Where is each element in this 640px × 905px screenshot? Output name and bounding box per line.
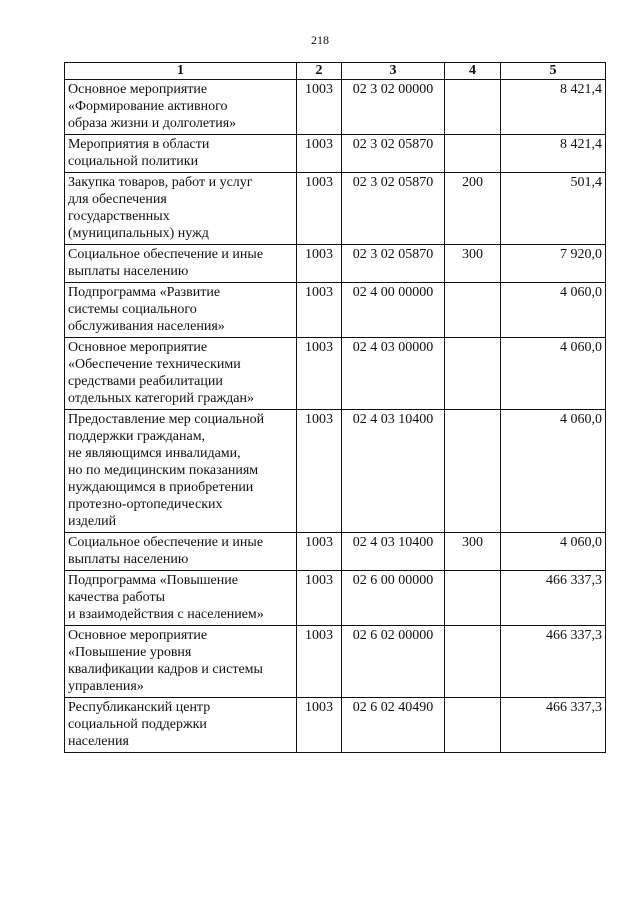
row-amount-cell: 4 060,0 [501, 533, 606, 571]
row-code-cell: 02 4 03 10400 [342, 533, 445, 571]
row-section-cell: 1003 [297, 80, 342, 135]
row-code-cell: 02 6 02 00000 [342, 626, 445, 698]
row-type-cell [445, 571, 501, 626]
table-row [65, 80, 606, 135]
row-code-cell: 02 4 03 00000 [342, 338, 445, 410]
row-name-cell: Основное мероприятие «Формирование активного образа жизни и долголетия» [65, 80, 297, 135]
row-type-cell [445, 338, 501, 410]
table-row [65, 626, 606, 698]
row-code-cell: 02 3 02 05870 [342, 173, 445, 245]
row-name-cell: Предоставление мер социальной поддержки гражданам, не являющимся инвалидами, но по медицинским показаниям нуждающимся в приобретении протезно-ортопедических изделий [65, 410, 297, 533]
table-row [65, 698, 606, 753]
row-name-cell: Подпрограмма «Повышение качества работы и взаимодействия с населением» [65, 571, 297, 626]
row-name-cell: Социальное обеспечение и иные выплаты населению [65, 533, 297, 571]
row-type-cell [445, 698, 501, 753]
row-amount-cell: 466 337,3 [501, 626, 606, 698]
row-section-cell: 1003 [297, 571, 342, 626]
row-amount-cell: 8 421,4 [501, 135, 606, 173]
row-section-cell: 1003 [297, 283, 342, 338]
row-type-cell: 300 [445, 533, 501, 571]
row-name-cell: Республиканский центр социальной поддержки населения [65, 698, 297, 753]
row-name-cell: Основное мероприятие «Обеспечение техническими средствами реабилитации отдельных категорий граждан» [65, 338, 297, 410]
row-name-cell: Мероприятия в области социальной политики [65, 135, 297, 173]
table-header-row [65, 63, 606, 80]
row-section-cell: 1003 [297, 698, 342, 753]
row-section-cell: 1003 [297, 533, 342, 571]
header-col-3: 3 [342, 63, 445, 80]
row-section-cell: 1003 [297, 173, 342, 245]
row-type-cell [445, 135, 501, 173]
header-col-2: 2 [297, 63, 342, 80]
row-type-cell [445, 80, 501, 135]
table-row [65, 135, 606, 173]
row-code-cell: 02 6 00 00000 [342, 571, 445, 626]
row-amount-cell: 8 421,4 [501, 80, 606, 135]
page-number: 218 [311, 33, 329, 47]
row-type-cell [445, 626, 501, 698]
row-type-cell [445, 410, 501, 533]
row-code-cell: 02 4 03 10400 [342, 410, 445, 533]
row-amount-cell: 4 060,0 [501, 410, 606, 533]
row-section-cell: 1003 [297, 338, 342, 410]
row-amount-cell: 501,4 [501, 173, 606, 245]
row-amount-cell: 7 920,0 [501, 245, 606, 283]
table-row [65, 173, 606, 245]
row-amount-cell: 466 337,3 [501, 571, 606, 626]
row-name-cell: Закупка товаров, работ и услуг для обеспечения государственных (муниципальных) нужд [65, 173, 297, 245]
row-type-cell: 200 [445, 173, 501, 245]
row-section-cell: 1003 [297, 626, 342, 698]
table-row [65, 338, 606, 410]
row-type-cell [445, 283, 501, 338]
row-name-cell: Подпрограмма «Развитие системы социального обслуживания населения» [65, 283, 297, 338]
table-row [65, 245, 606, 283]
row-code-cell: 02 3 02 05870 [342, 245, 445, 283]
row-section-cell: 1003 [297, 135, 342, 173]
row-amount-cell: 4 060,0 [501, 338, 606, 410]
header-col-5: 5 [501, 63, 606, 80]
row-name-cell: Социальное обеспечение и иные выплаты населению [65, 245, 297, 283]
budget-table [64, 62, 606, 753]
table-row [65, 410, 606, 533]
row-amount-cell: 466 337,3 [501, 698, 606, 753]
row-code-cell: 02 3 02 00000 [342, 80, 445, 135]
table-row [65, 283, 606, 338]
row-amount-cell: 4 060,0 [501, 283, 606, 338]
row-code-cell: 02 3 02 05870 [342, 135, 445, 173]
row-code-cell: 02 4 00 00000 [342, 283, 445, 338]
row-section-cell: 1003 [297, 410, 342, 533]
row-type-cell: 300 [445, 245, 501, 283]
header-col-4: 4 [445, 63, 501, 80]
row-section-cell: 1003 [297, 245, 342, 283]
row-code-cell: 02 6 02 40490 [342, 698, 445, 753]
header-col-1: 1 [65, 63, 297, 80]
table-row [65, 571, 606, 626]
table-row [65, 533, 606, 571]
row-name-cell: Основное мероприятие «Повышение уровня квалификации кадров и системы управления» [65, 626, 297, 698]
